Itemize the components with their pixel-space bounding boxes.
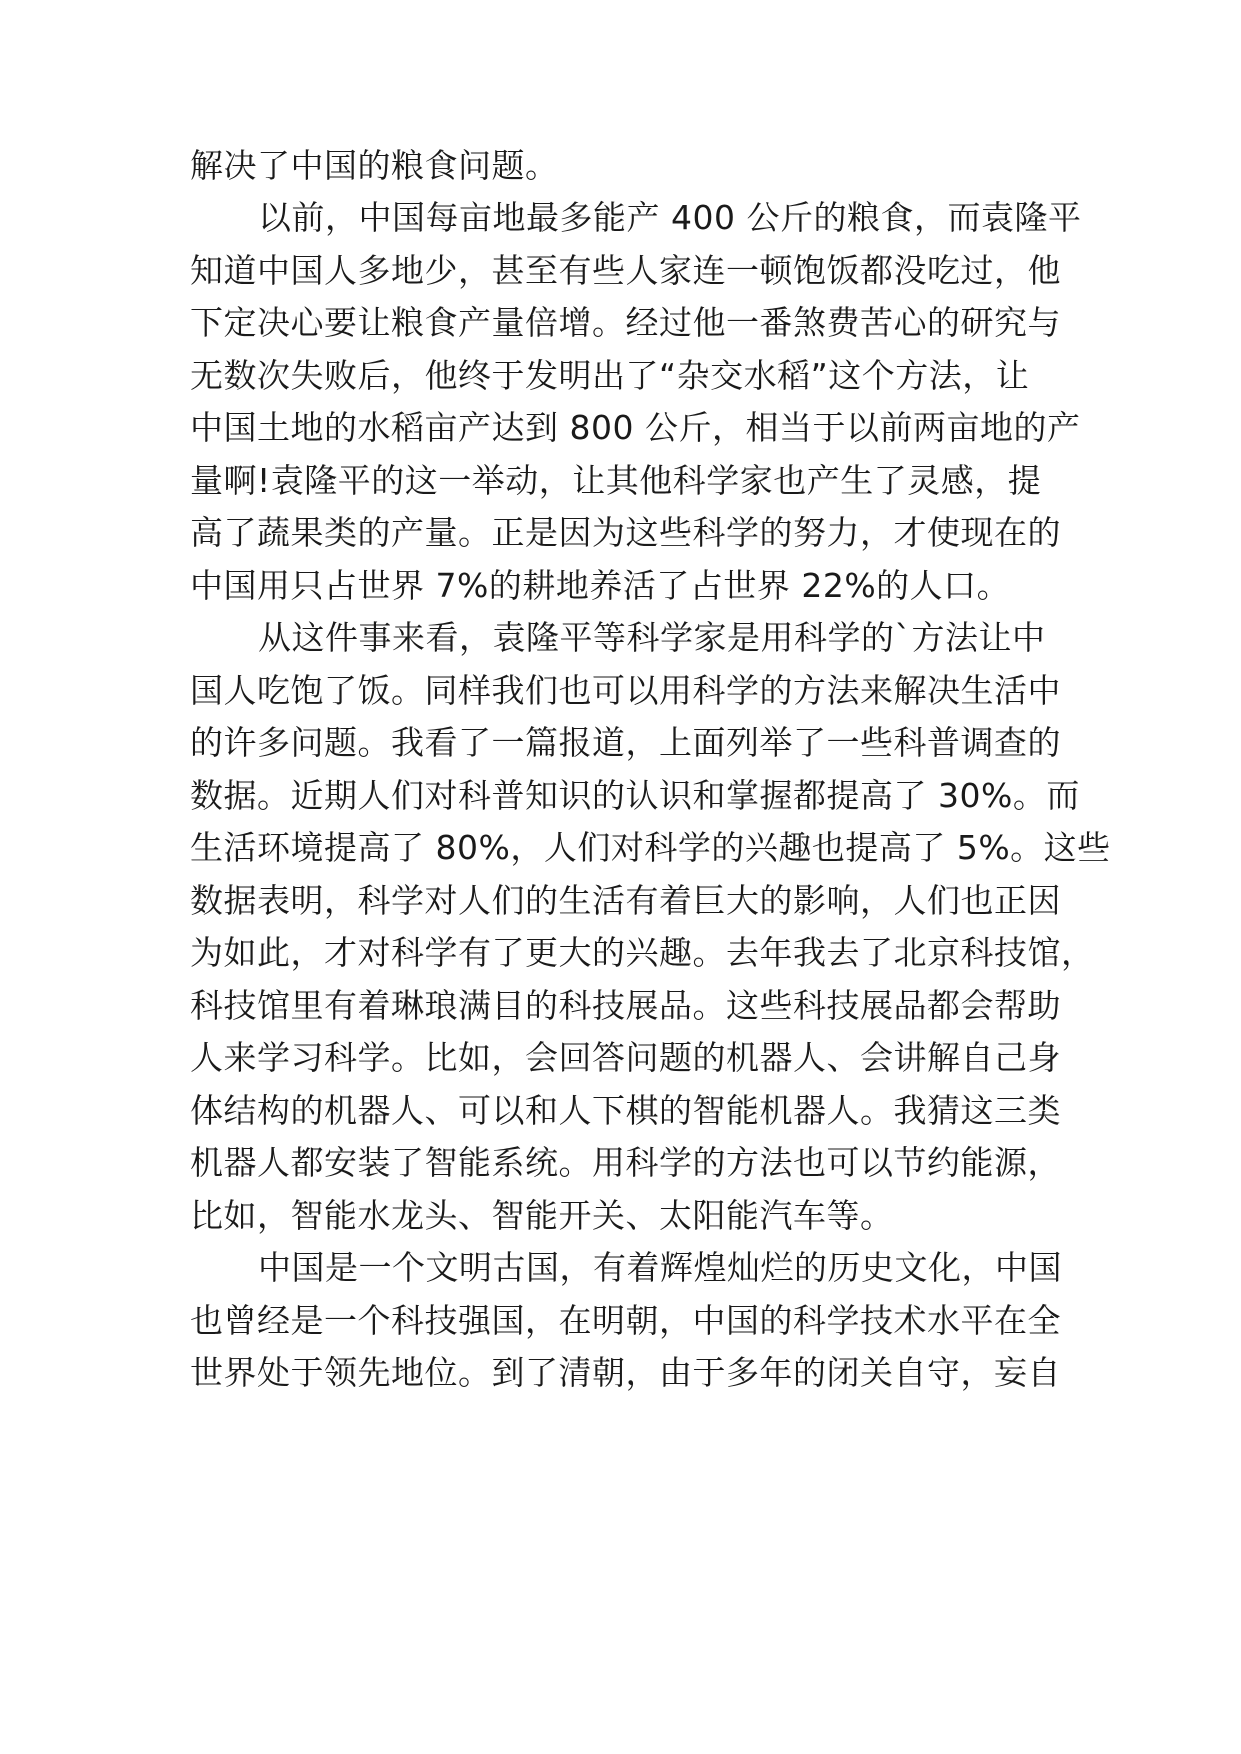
text-line: 中国土地的水稻亩产达到 800 公斤，相当于以前两亩地的产	[190, 408, 1081, 447]
text-line: 也曾经是一个科技强国，在明朝，中国的科学技术水平在全	[190, 1301, 1061, 1340]
text-line: 无数次失败后，他终于发明出了“杂交水稻”这个方法，让	[190, 356, 1030, 395]
text-line: 体结构的机器人、可以和人下棋的智能机器人。我猜这三类	[190, 1091, 1061, 1130]
text-line: 以前，中国每亩地最多能产 400 公斤的粮食，而袁隆平	[258, 198, 1082, 237]
text-line: 比如，智能水龙头、智能开关、太阳能汽车等。	[190, 1196, 894, 1235]
text-line: 中国是一个文明古国，有着辉煌灿烂的历史文化，中国	[258, 1248, 1062, 1287]
text-line: 数据表明，科学对人们的生活有着巨大的影响，人们也正因	[190, 881, 1061, 920]
text-line: 科技馆里有着琳琅满目的科技展品。这些科技展品都会帮助	[190, 986, 1061, 1025]
text-line: 机器人都安装了智能系统。用科学的方法也可以节约能源，	[190, 1143, 1061, 1182]
text-line: 知道中国人多地少，甚至有些人家连一顿饱饭都没吃过，他	[190, 251, 1061, 290]
text-line: 世界处于领先地位。到了清朝，由于多年的闭关自守，妄自	[190, 1353, 1061, 1392]
text-line: 下定决心要让粮食产量倍增。经过他一番煞费苦心的研究与	[190, 303, 1061, 342]
text-line: 从这件事来看，袁隆平等科学家是用科学的`方法让中	[258, 618, 1046, 657]
text-line: 解决了中国的粮食问题。	[190, 146, 559, 185]
text-line: 人来学习科学。比如，会回答问题的机器人、会讲解自己身	[190, 1038, 1061, 1077]
text-line: 中国用只占世界 7%的耕地养活了占世界 22%的人口。	[190, 566, 1011, 605]
text-line: 为如此，才对科学有了更大的兴趣。去年我去了北京科技馆，	[190, 933, 1095, 972]
text-line: 生活环境提高了 80%，人们对科学的兴趣也提高了 5%。这些	[190, 828, 1111, 867]
text-line: 高了蔬果类的产量。正是因为这些科学的努力，才使现在的	[190, 513, 1061, 552]
text-line: 数据。近期人们对科普知识的认识和掌握都提高了 30%。而	[190, 776, 1080, 815]
text-line: 国人吃饱了饭。同样我们也可以用科学的方法来解决生活中	[190, 671, 1061, 710]
text-line: 的许多问题。我看了一篇报道，上面列举了一些科普调查的	[190, 723, 1061, 762]
text-line: 量啊!袁隆平的这一举动，让其他科学家也产生了灵感，提	[190, 461, 1042, 500]
